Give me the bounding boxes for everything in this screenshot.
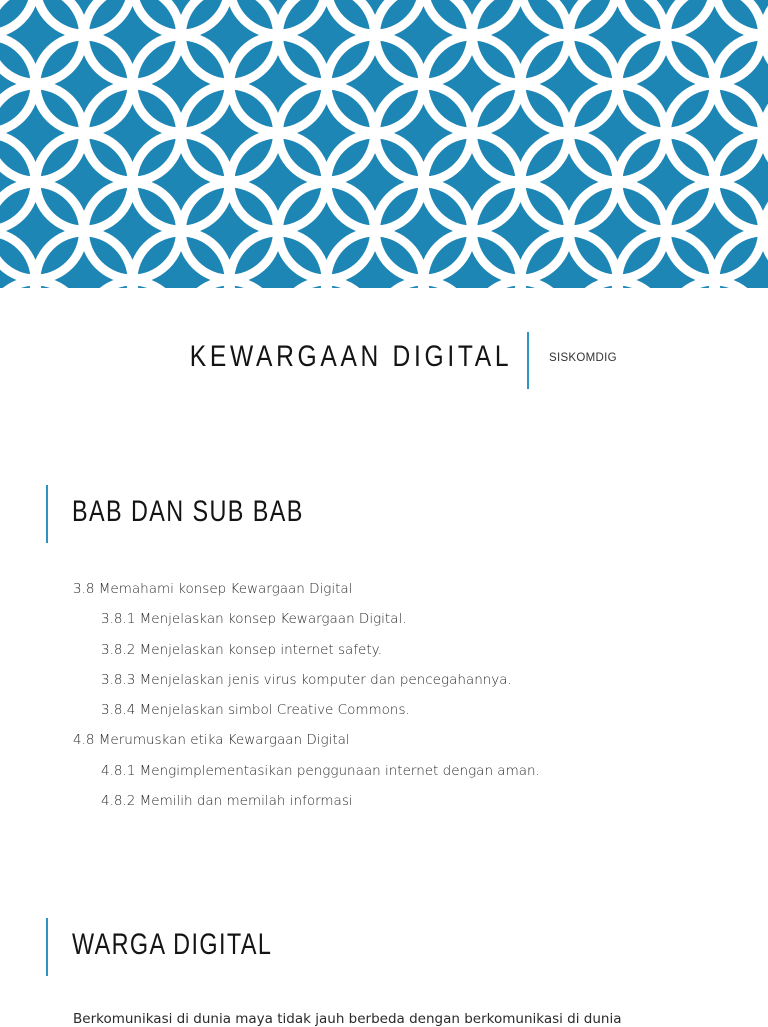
section-heading-bab: BAB DAN SUB BAB — [72, 495, 304, 528]
section-accent-bar — [46, 485, 48, 543]
toc-item: 3.8 Memahami konsep Kewargaan Digital — [73, 581, 353, 597]
interlocking-circles-pattern-icon — [0, 0, 768, 288]
toc-subitem: 3.8.3 Menjelaskan jenis virus komputer dan pencegahannya. — [101, 671, 512, 688]
toc-subitem: 3.8.2 Menjelaskan konsep internet safety. — [101, 641, 382, 658]
toc-subitem: 3.8.4 Menjelaskan simbol Creative Commons. — [101, 702, 410, 719]
toc-subitem: 4.8.2 Memilih dan memilah informasi — [101, 793, 353, 810]
page-subtitle: SISKOMDIG — [549, 352, 617, 364]
title-slide — [0, 288, 768, 428]
page-title: KEWARGAAN DIGITAL — [189, 340, 512, 373]
toc-subitem: 4.8.1 Mengimplementasikan penggunaan internet dengan aman. — [101, 762, 540, 779]
section-heading-warga: WARGA DIGITAL — [72, 928, 273, 961]
toc-list — [73, 578, 540, 820]
section-accent-bar — [46, 918, 48, 976]
body-paragraph: Berkomunikasi di dunia maya tidak jauh berbeda dengan berkomunikasi di dunia — [73, 1011, 622, 1027]
toc-item: 4.8 Merumuskan etika Kewargaan Digital — [73, 732, 350, 749]
title-divider — [527, 332, 529, 389]
toc-subitem: 3.8.1 Menjelaskan konsep Kewargaan Digital. — [101, 611, 407, 628]
pattern-banner — [0, 0, 768, 288]
